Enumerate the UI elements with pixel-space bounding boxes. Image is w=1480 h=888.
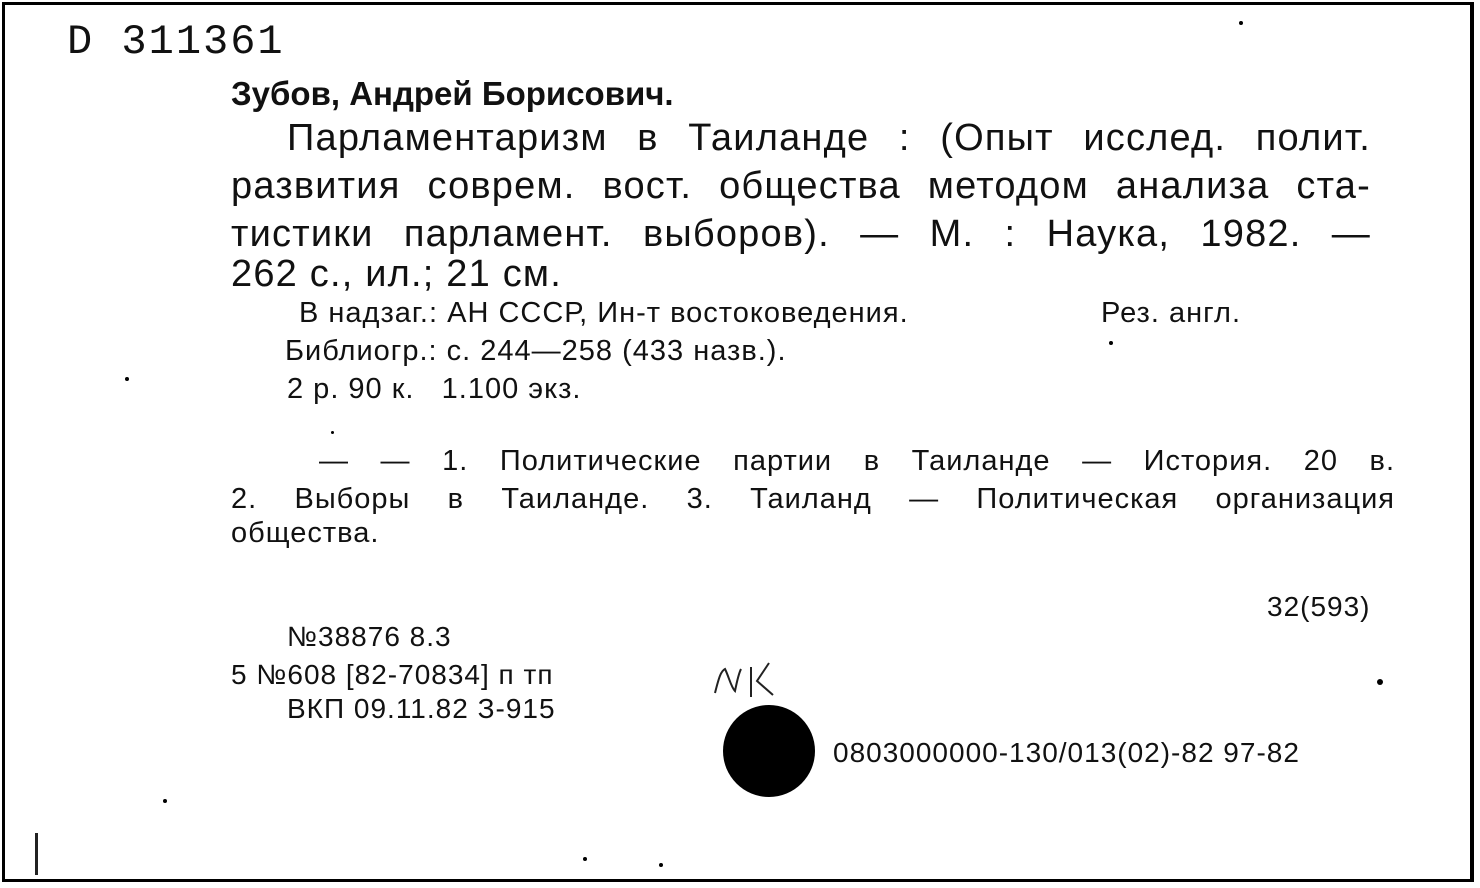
speck — [331, 431, 334, 434]
order-number: №38876 8.3 — [287, 621, 452, 652]
speck — [1377, 679, 1383, 685]
subject-line-2: 2. Выборы в Таиланде. 3. Таиланд — Политическая организация — [231, 483, 1395, 515]
speck — [659, 863, 663, 867]
subject-line-1: — — 1. Политические партии в Таиланде — История. 20 в. — [319, 445, 1395, 477]
registration-line: 5 №608 [82-70834] п тп — [231, 659, 554, 690]
title-line-2: развития соврем. вост. общества методом анализа ста- — [231, 165, 1371, 207]
stamp-code: 0803000000-130/013(02)-82 97-82 — [833, 737, 1300, 768]
note-price-print-run: 2 р. 90 к. 1.100 экз. — [287, 373, 582, 405]
handwritten-mark — [711, 657, 791, 706]
margin-mark — [35, 833, 38, 875]
stamp-dot — [723, 705, 815, 797]
speck — [125, 377, 129, 381]
note-summary-language: Рез. англ. — [1101, 297, 1242, 329]
subject-line-3: общества. — [231, 517, 380, 549]
title-line-3: тистики парламент. выборов). — М. : Наука, 1982. — — [231, 213, 1371, 255]
title-line-1: Парламентаризм в Таиланде : (Опыт исслед. полит. — [287, 117, 1371, 159]
title-line-4: 262 с., ил.; 21 см. — [231, 253, 563, 295]
author-heading: Зубов, Андрей Борисович. — [231, 75, 674, 112]
note-bibliography: Библиогр.: с. 244—258 (433 назв.). — [285, 335, 787, 367]
speck — [1109, 341, 1113, 345]
speck — [1239, 21, 1243, 25]
note-nadzag: В надзаг.: АН СССР, Ин-т востоковедения. — [299, 297, 909, 329]
speck — [583, 857, 587, 861]
vkp-line: ВКП 09.11.82 З-915 — [287, 693, 556, 724]
call-number: D 311361 — [67, 18, 285, 66]
catalog-card — [2, 2, 1474, 882]
speck — [163, 799, 167, 803]
classification-index: 32(593) — [1267, 591, 1371, 622]
